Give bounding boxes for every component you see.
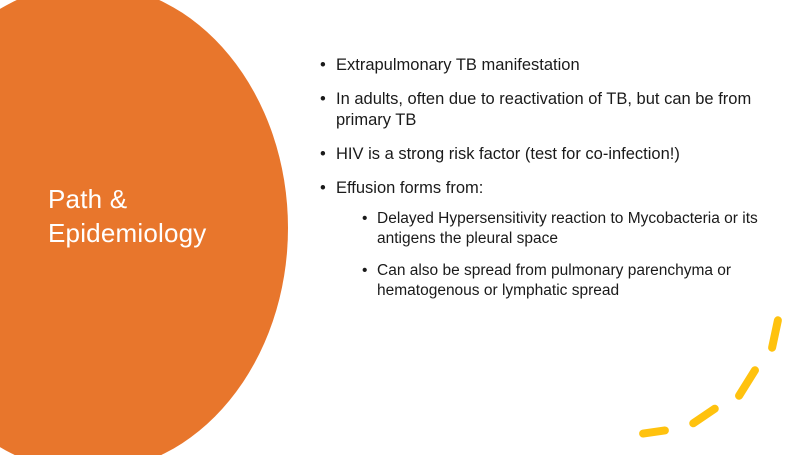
- accent-dash-icon: [767, 316, 782, 353]
- bullet-text: HIV is a strong risk factor (test for co-infection!): [336, 145, 680, 164]
- accent-dash-icon: [639, 426, 670, 438]
- list-item: [318, 89, 766, 131]
- bullet-point-icon: •: [362, 261, 368, 279]
- list-item: [318, 55, 766, 76]
- bullet-point-icon: •: [320, 56, 326, 74]
- accent-dash-icon: [688, 403, 721, 429]
- accent-dash-icon: [734, 365, 761, 401]
- bullet-text: Extrapulmonary TB manifestation: [336, 56, 580, 74]
- slide-body: [318, 55, 766, 314]
- bullet-point-icon: •: [320, 179, 326, 198]
- slide-title: [48, 182, 278, 251]
- bullet-list: [318, 55, 766, 301]
- bullet-point-icon: •: [362, 209, 368, 227]
- sub-bullet-text: Delayed Hypersensitivity reaction to Mycobacteria or its antigens the pleural space: [377, 209, 758, 247]
- bullet-text: In adults, often due to reactivation of TB, but can be from primary TB: [336, 90, 752, 130]
- sub-bullet-list: [336, 209, 766, 302]
- sub-bullet-text: Can also be spread from pulmonary parenchyma or hematogenous or lymphatic spread: [377, 261, 732, 299]
- slide-title-line-2: Epidemiology: [48, 218, 207, 249]
- slide-title-line-1: Path &: [48, 184, 128, 214]
- list-item: [318, 144, 766, 165]
- list-item: [362, 209, 766, 249]
- bullet-text: Effusion forms from:: [336, 179, 484, 198]
- bullet-point-icon: •: [320, 90, 326, 109]
- bullet-point-icon: •: [320, 145, 326, 164]
- list-item: [362, 261, 766, 301]
- list-item: [318, 178, 766, 301]
